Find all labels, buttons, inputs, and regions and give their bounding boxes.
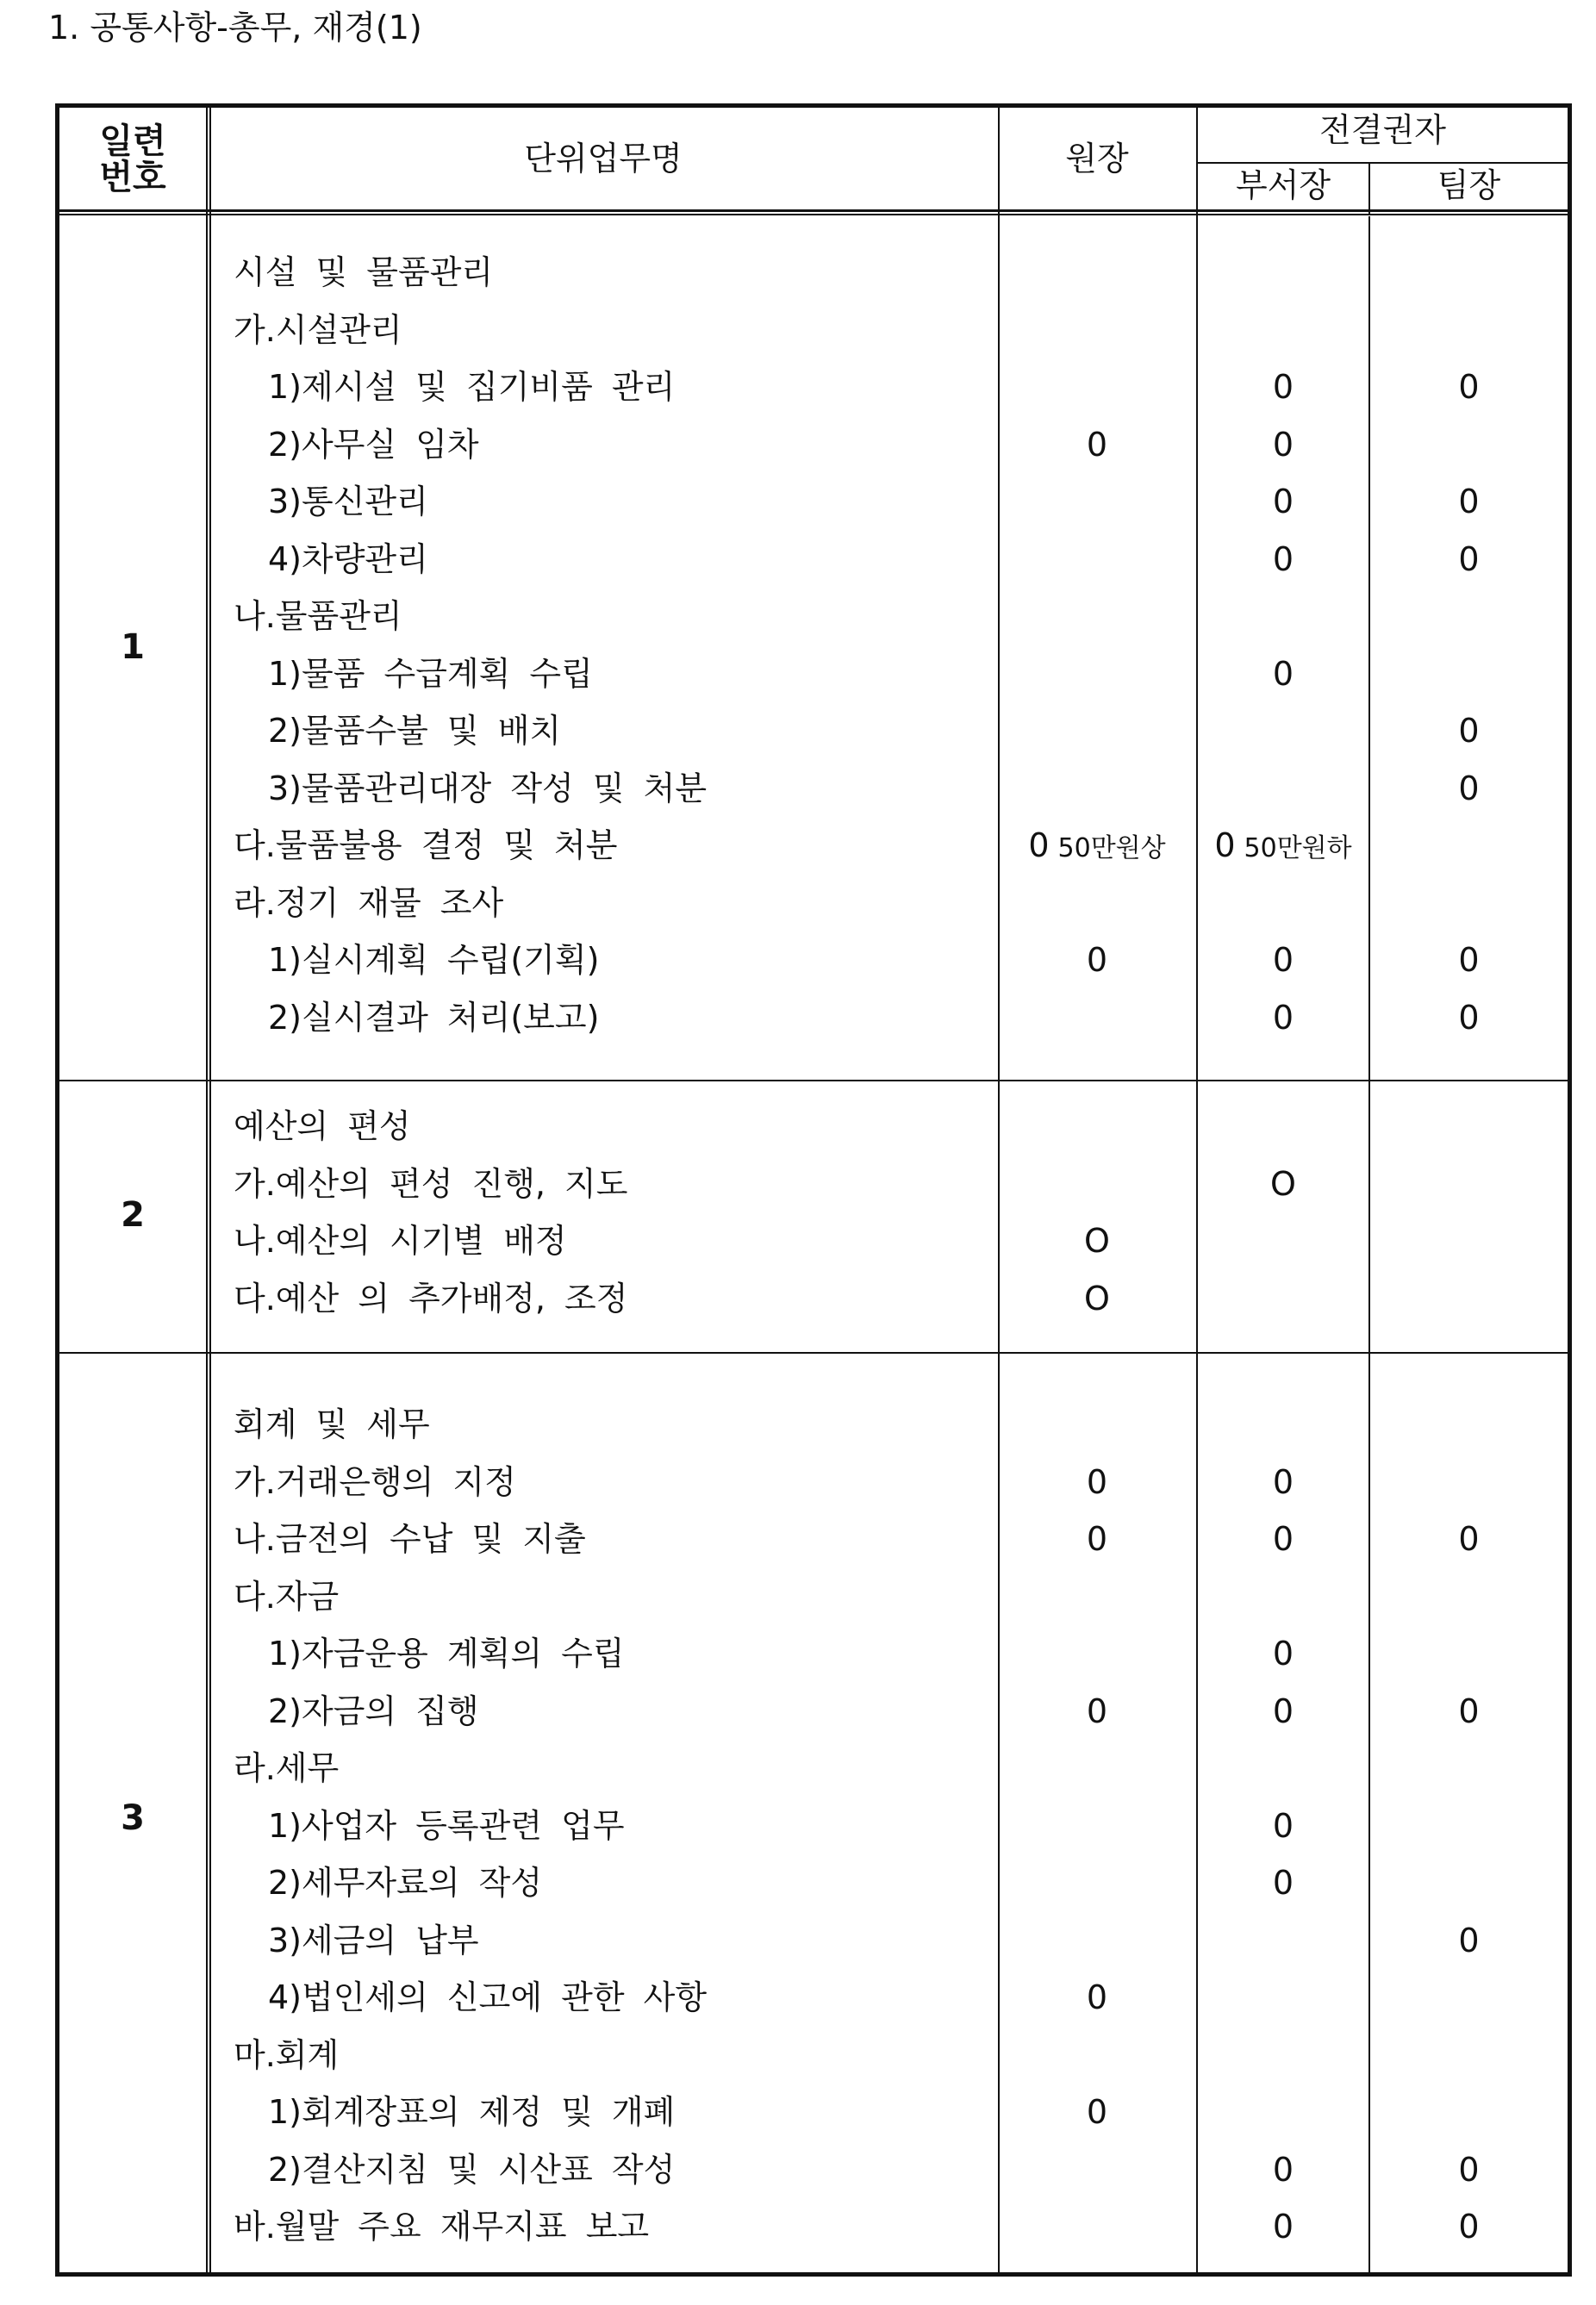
approval-mark: O — [1084, 1222, 1110, 1260]
director-mark — [1000, 824, 1194, 870]
section-divider — [59, 1352, 1568, 1354]
dept-head-mark — [1198, 538, 1368, 581]
dept-head-mark — [1198, 1690, 1368, 1733]
approval-mark: 0 — [1458, 2150, 1480, 2189]
approval-mark: 0 — [1458, 1691, 1480, 1730]
approval-mark: 0 — [1458, 998, 1480, 1037]
serial-number: 2 — [121, 1195, 145, 1235]
approval-mark: 0 — [1086, 425, 1108, 464]
director-mark — [1000, 1461, 1194, 1504]
team-lead-mark — [1370, 996, 1568, 1039]
amount-threshold-note: 50만원하 — [1244, 833, 1352, 863]
serial-header-line1: 일련 — [99, 121, 166, 161]
approval-mark: 0 — [1272, 368, 1294, 406]
task-subitem: 2)세무자료의 작성 — [268, 1864, 543, 1902]
section-divider — [59, 1080, 1568, 1081]
dept-head-mark — [1198, 1162, 1368, 1205]
approval-mark: 0 — [1458, 539, 1480, 578]
task-subitem: 2)자금의 집행 — [268, 1691, 479, 1730]
approval-mark: 0 — [1458, 2208, 1480, 2246]
director-mark — [1000, 1690, 1194, 1733]
approval-mark: 0 — [1272, 654, 1294, 693]
task-subitem: 4)법인세의 신고에 관한 사항 — [268, 1978, 708, 2016]
approval-mark: 0 — [1086, 941, 1108, 979]
task-subitem: 2)실시결과 처리(보고) — [268, 998, 600, 1037]
approval-mark: 0 — [1272, 1806, 1294, 1845]
dept-head-mark — [1198, 2205, 1368, 2248]
director-header: 원장 — [1065, 140, 1129, 178]
task-item: 가.거래은행의 지정 — [234, 1462, 516, 1501]
team-lead-mark — [1370, 2205, 1568, 2248]
approval-mark: 0 — [1272, 1462, 1294, 1501]
amount-threshold-note: 50만원상 — [1057, 833, 1166, 863]
team-lead-mark — [1370, 480, 1568, 523]
approval-mark: 0 — [1458, 1921, 1480, 1959]
task-name-header: 단위업무명 — [524, 140, 683, 178]
approval-authority-table — [55, 103, 1572, 2277]
director-mark — [1000, 1976, 1194, 2019]
approval-mark: 0 — [1272, 539, 1294, 578]
team-lead-mark — [1370, 2148, 1568, 2191]
task-item: 가.예산의 편성 진행, 지도 — [234, 1164, 628, 1203]
dept-head-mark — [1198, 365, 1368, 408]
approval-mark: 0 — [1272, 1520, 1294, 1558]
dept-head-mark — [1198, 1632, 1368, 1675]
team-lead-header: 팀장 — [1437, 166, 1501, 204]
team-lead-mark — [1370, 938, 1568, 981]
dept-head-mark — [1198, 824, 1368, 870]
dept-head-mark — [1198, 1517, 1368, 1561]
serial-column-rule — [206, 108, 208, 2272]
approval-mark: 0 — [1458, 368, 1480, 406]
task-subitem: 1)실시계획 수립(기획) — [268, 941, 600, 979]
task-column-rule — [998, 108, 1000, 2272]
approval-mark: 0 — [1458, 1520, 1480, 1558]
approval-mark: 0 — [1272, 1635, 1294, 1673]
task-item: 마.회계 — [234, 2035, 340, 2074]
team-lead-mark — [1370, 1919, 1568, 1962]
director-mark — [1000, 1277, 1194, 1320]
director-mark — [1000, 423, 1194, 466]
serial-number: 3 — [121, 1797, 145, 1838]
approval-mark: O — [1270, 1164, 1296, 1203]
approval-mark: 0 — [1272, 425, 1294, 464]
director-mark — [1000, 938, 1194, 981]
approval-mark: 0 — [1214, 826, 1236, 864]
task-item: 회계 및 세무 — [234, 1405, 430, 1443]
page-title: 1. 공통사항-총무, 재경(1) — [48, 9, 422, 47]
serial-number-header — [59, 123, 206, 196]
approval-mark: 0 — [1458, 712, 1480, 750]
task-subitem: 2)물품수불 및 배치 — [268, 712, 562, 750]
header-rule — [59, 209, 1568, 212]
approval-mark: 0 — [1272, 483, 1294, 520]
approval-mark: 0 — [1086, 2093, 1108, 2131]
serial-header-line2: 번호 — [99, 158, 166, 197]
director-column-rule — [1196, 108, 1198, 2272]
task-subitem: 1)제시설 및 집기비품 관리 — [268, 368, 676, 406]
approval-mark: 0 — [1458, 483, 1480, 520]
task-subitem: 2)사무실 임차 — [268, 425, 479, 464]
dept-head-mark — [1198, 1461, 1368, 1504]
director-mark — [1000, 1517, 1194, 1561]
task-subitem: 1)회계장표의 제정 및 개폐 — [268, 2093, 676, 2131]
task-item: 시설 및 물품관리 — [234, 253, 494, 291]
task-item: 바.월말 주요 재무지표 보고 — [234, 2208, 650, 2246]
team-lead-mark — [1370, 767, 1568, 810]
dept-head-column-rule — [1368, 216, 1370, 2272]
dept-head-mark — [1198, 2148, 1368, 2191]
task-item: 예산의 편성 — [234, 1107, 411, 1145]
task-subitem: 1)사업자 등록관련 업무 — [268, 1806, 625, 1845]
task-item: 나.예산의 시기별 배정 — [234, 1222, 567, 1260]
dept-head-header: 부서장 — [1235, 166, 1331, 204]
director-mark — [1000, 2090, 1194, 2134]
task-item: 라.세무 — [234, 1749, 340, 1787]
approval-mark: 0 — [1086, 1462, 1108, 1501]
approval-mark: 0 — [1272, 1864, 1294, 1902]
approval-mark: 0 — [1272, 2208, 1294, 2246]
dept-head-mark — [1198, 1861, 1368, 1904]
approval-mark: 0 — [1086, 1520, 1108, 1558]
header-rule-double — [59, 214, 1568, 215]
task-subitem: 1)물품 수급계획 수립 — [268, 654, 593, 693]
dept-head-mark — [1198, 652, 1368, 695]
subheader-divider — [1368, 162, 1370, 214]
dept-head-mark — [1198, 996, 1368, 1039]
approval-mark: 0 — [1458, 769, 1480, 807]
team-lead-mark — [1370, 1690, 1568, 1733]
team-lead-mark — [1370, 1517, 1568, 1561]
task-subitem: 4)차량관리 — [268, 539, 428, 578]
approval-mark: 0 — [1272, 2150, 1294, 2189]
task-subitem: 3)세금의 납부 — [268, 1921, 479, 1959]
approval-mark: 0 — [1028, 826, 1050, 864]
dept-head-mark — [1198, 480, 1368, 523]
approval-mark: 0 — [1458, 941, 1480, 979]
team-lead-mark — [1370, 709, 1568, 752]
dept-head-mark — [1198, 938, 1368, 981]
task-subitem: 1)자금운용 계획의 수립 — [268, 1635, 625, 1673]
task-subitem: 2)결산지침 및 시산표 작성 — [268, 2150, 676, 2189]
serial-number: 1 — [121, 626, 145, 667]
approval-mark: O — [1084, 1279, 1110, 1318]
authority-subheader-rule — [1198, 162, 1568, 164]
approval-mark: 0 — [1272, 941, 1294, 979]
task-item: 라.정기 재물 조사 — [234, 883, 504, 922]
task-item: 나.금전의 수납 및 지출 — [234, 1520, 586, 1558]
task-item: 다.자금 — [234, 1577, 340, 1616]
team-lead-mark — [1370, 365, 1568, 408]
approval-mark: 0 — [1272, 1691, 1294, 1730]
authority-group-header: 전결권자 — [1319, 111, 1446, 149]
team-lead-mark — [1370, 538, 1568, 581]
task-subitem: 3)물품관리대장 작성 및 처분 — [268, 769, 708, 807]
approval-mark: 0 — [1272, 998, 1294, 1037]
dept-head-mark — [1198, 1804, 1368, 1847]
task-item: 다.물품불용 결정 및 처분 — [234, 826, 618, 864]
serial-column-rule-double — [209, 108, 211, 2272]
director-mark — [1000, 1219, 1194, 1262]
task-item: 가.시설관리 — [234, 310, 402, 349]
task-item: 다.예산 의 추가배정, 조정 — [234, 1279, 628, 1318]
task-item: 나.물품관리 — [234, 597, 402, 635]
dept-head-mark — [1198, 423, 1368, 466]
task-subitem: 3)통신관리 — [268, 483, 428, 520]
approval-mark: 0 — [1086, 1978, 1108, 2016]
approval-mark: 0 — [1086, 1691, 1108, 1730]
